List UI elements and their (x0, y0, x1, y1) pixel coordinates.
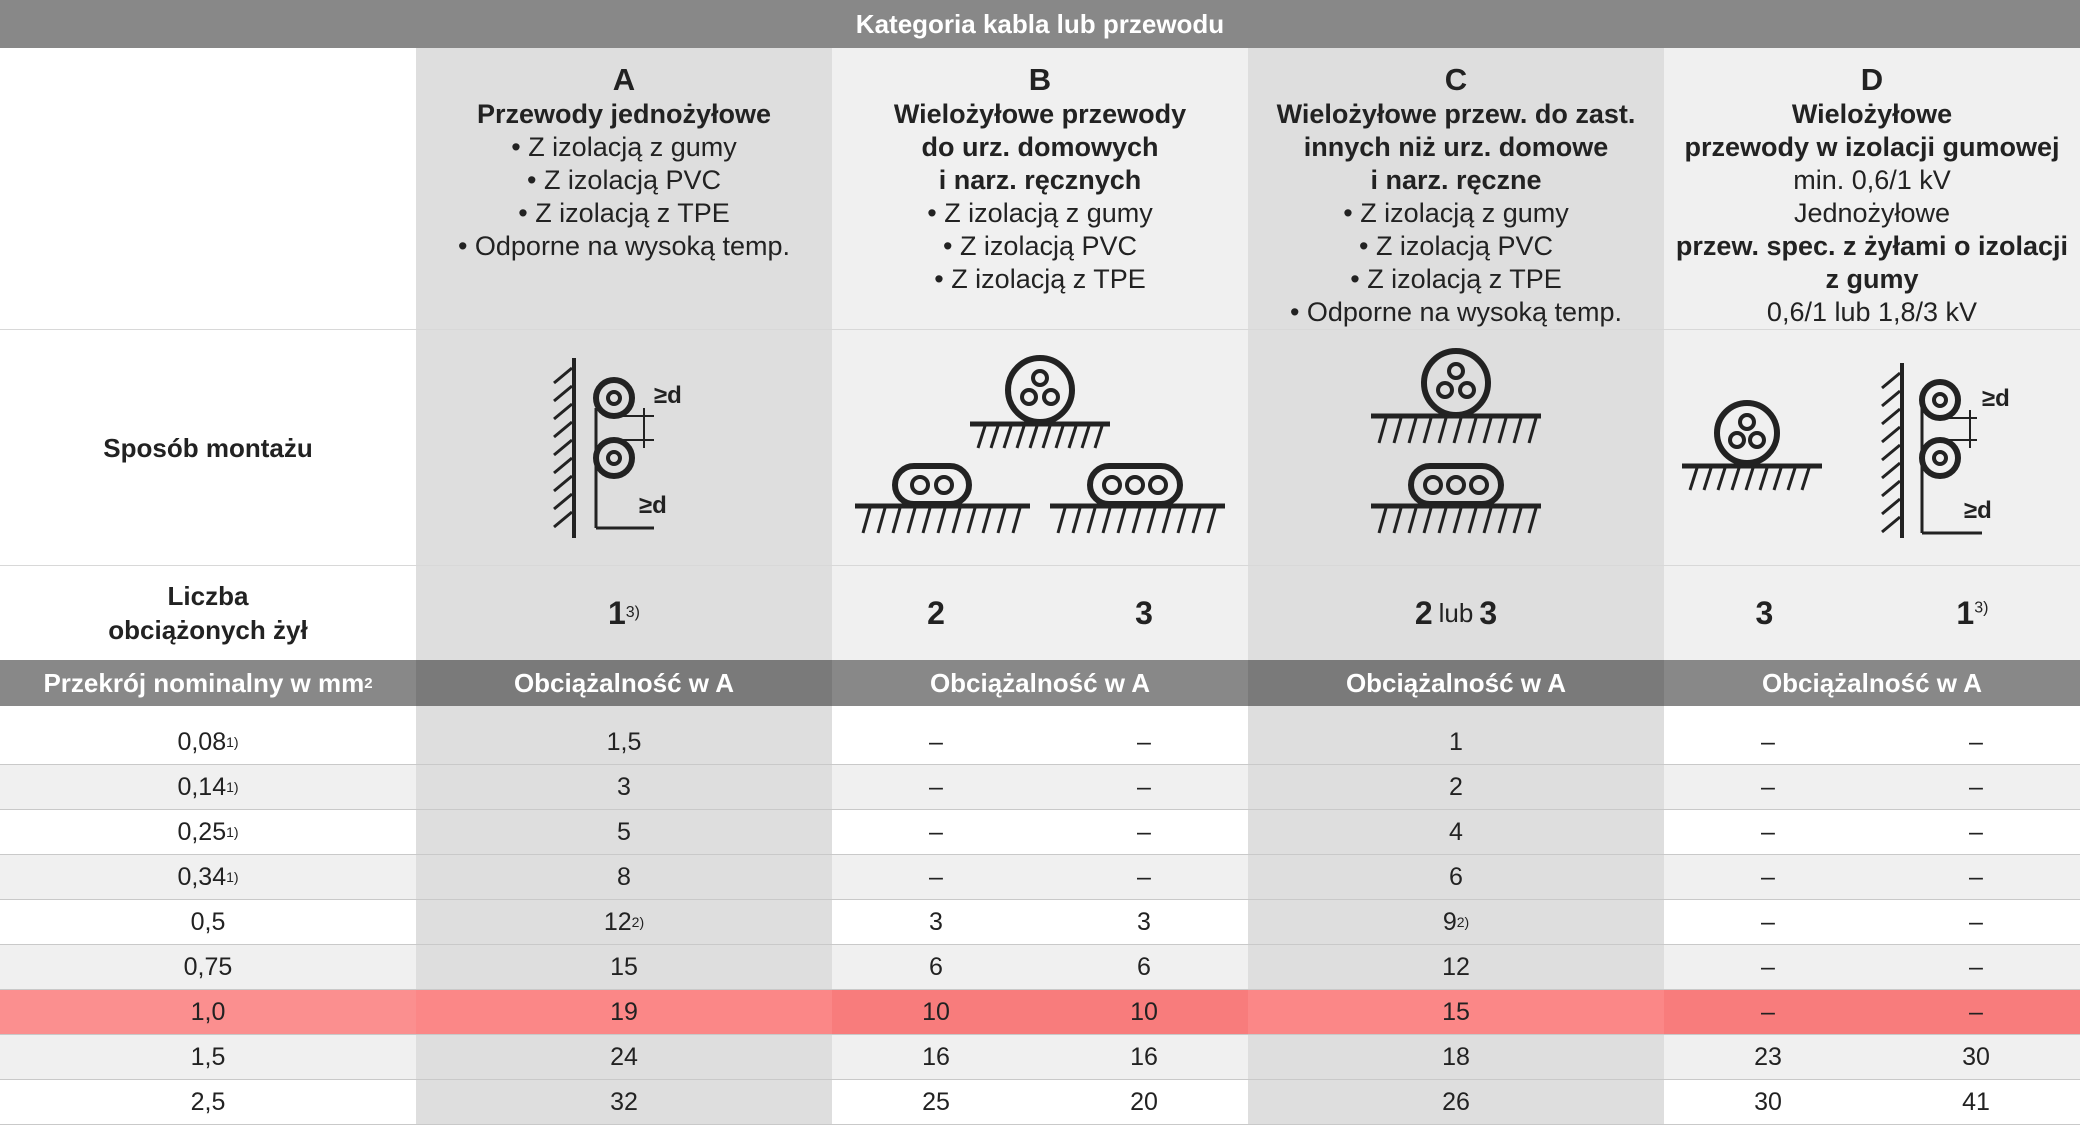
load-cell-c (1248, 1035, 1664, 1080)
cell-pair (1664, 998, 2080, 1027)
category-c-header (1248, 48, 1664, 330)
cell-value: – (1137, 772, 1151, 801)
cell-value: – (1761, 862, 1775, 891)
cell-value: 3 (1137, 907, 1151, 936)
cell-value: 26 (1442, 1087, 1470, 1116)
category-description-line: Jednożyłowe (1793, 198, 1951, 228)
surface-mount-icon (1346, 338, 1566, 558)
cell-value: 16 (922, 1042, 950, 1071)
core-count-value: 1 (1956, 594, 1975, 631)
core-count-a (416, 566, 832, 660)
load-cell-b (832, 900, 1248, 945)
load-header-b: Obciążalność w A (832, 660, 1248, 706)
table-row (0, 1035, 2080, 1080)
mixed-mount-icon (1672, 338, 2072, 558)
cell-pair (832, 908, 1248, 937)
category-description-line: do urz. domowych (921, 132, 1159, 162)
cell-value: 0,08 (177, 727, 227, 756)
category-b-header (832, 48, 1248, 330)
cell-pair (832, 1088, 1248, 1117)
spacing-label: ≥d (639, 491, 667, 519)
category-description-line: • Odporne na wysoką temp. (1289, 297, 1623, 327)
load-cell-b (832, 720, 1248, 765)
cell-value: 24 (610, 1042, 638, 1071)
cell-value: 15 (610, 952, 638, 981)
load-cell-a (416, 1035, 832, 1080)
load-cell-c (1248, 990, 1664, 1035)
cell-pair (1664, 818, 2080, 847)
category-letter: D (1860, 62, 1884, 97)
cell-value: 1,0 (190, 997, 226, 1026)
core-count-label-line2: obciążonych żył (108, 615, 308, 645)
cell-value: 16 (1130, 1042, 1158, 1071)
cell-value: 2 (1449, 772, 1463, 801)
cell-value: – (1761, 727, 1775, 756)
cell-value: – (1137, 727, 1151, 756)
core-count-b (832, 566, 1248, 660)
cell-pair (1664, 908, 2080, 937)
cross-section-cell (0, 945, 416, 990)
cell-pair (832, 998, 1248, 1027)
footnote-mark: 3) (625, 604, 641, 621)
mounting-c-diagram (1248, 330, 1664, 566)
load-cell-c (1248, 765, 1664, 810)
cell-pair (832, 863, 1248, 892)
category-description-line: • Z izolacją PVC (942, 231, 1137, 261)
spacing-label: ≥d (1982, 384, 2010, 412)
cell-value: – (1137, 862, 1151, 891)
core-count-value: 2 (927, 594, 945, 631)
load-cell-a (416, 810, 832, 855)
mounting-label: Sposób montażu (0, 330, 416, 566)
cell-pair (1664, 953, 2080, 982)
category-letter: B (1028, 62, 1052, 97)
load-cell-d (1664, 1035, 2080, 1080)
core-count-c (1248, 566, 1664, 660)
category-description-line: • Z izolacją z gumy (511, 132, 737, 162)
load-cell-b (832, 810, 1248, 855)
cross-section-cell (0, 855, 416, 900)
core-count-label-line1: Liczba (167, 581, 249, 611)
cell-value: – (1761, 907, 1775, 936)
core-count-value: 2 (1414, 594, 1433, 631)
cell-value: – (1969, 862, 1983, 891)
surface-mount-icon (840, 338, 1240, 558)
category-description-line: min. 0,6/1 kV (1793, 165, 1951, 195)
cell-value: 6 (1137, 952, 1151, 981)
cross-section-cell (0, 990, 416, 1035)
table-row (0, 810, 2080, 855)
cross-section-cell (0, 900, 416, 945)
category-description-line: Przewody jednożyłowe (476, 99, 772, 129)
footnote-mark: 2) (1456, 914, 1470, 930)
cell-value: – (929, 772, 943, 801)
category-description-line: innych niż urz. domowe (1303, 132, 1609, 162)
spacer-row (0, 706, 2080, 720)
load-cell-d (1664, 900, 2080, 945)
load-cell-d (1664, 855, 2080, 900)
cell-value: 32 (610, 1087, 638, 1116)
footnote-mark: 1) (226, 779, 239, 795)
category-letter: A (612, 62, 636, 97)
category-description-line: • Z izolacją z gumy (927, 198, 1153, 228)
cell-value: 25 (922, 1087, 950, 1116)
load-cell-b (832, 765, 1248, 810)
cell-value: – (1969, 727, 1983, 756)
cross-section-cell (0, 720, 416, 765)
footnote-mark: 1) (226, 734, 239, 750)
cell-value: 6 (929, 952, 943, 981)
cell-value: 3 (929, 907, 943, 936)
category-description-line: i narz. ręczne (1370, 165, 1542, 195)
load-cell-a (416, 765, 832, 810)
core-count-value: 3 (1135, 594, 1153, 631)
mounting-d-diagram (1664, 330, 2080, 566)
section-bar (0, 660, 2080, 706)
cell-value: 0,34 (177, 862, 227, 891)
table-row-highlighted (0, 990, 2080, 1035)
table-row (0, 765, 2080, 810)
cell-value: 12 (603, 907, 632, 936)
spacing-label: ≥d (654, 381, 682, 409)
cell-value: 8 (617, 862, 631, 891)
category-description-line: 0,6/1 lub 1,8/3 kV (1766, 297, 1978, 327)
mounting-row (0, 330, 2080, 566)
load-header-c: Obciążalność w A (1248, 660, 1664, 706)
wall-mount-icon (514, 348, 734, 548)
core-count-label (0, 566, 416, 660)
core-count-d (1664, 566, 2080, 660)
table-row (0, 900, 2080, 945)
load-cell-d (1664, 765, 2080, 810)
cell-value: 0,25 (177, 817, 227, 846)
load-header-d: Obciążalność w A (1664, 660, 2080, 706)
load-cell-a (416, 900, 832, 945)
cell-value: 30 (1754, 1087, 1782, 1116)
load-cell-c (1248, 720, 1664, 765)
spacing-label: ≥d (1964, 496, 1992, 524)
cell-pair (832, 818, 1248, 847)
mounting-a-diagram (416, 330, 832, 566)
cell-value: – (1969, 952, 1983, 981)
core-count-value: 1 (607, 594, 626, 631)
load-cell-b (832, 1080, 1248, 1125)
table-row (0, 855, 2080, 900)
cell-value: 3 (617, 772, 631, 801)
load-cell-d (1664, 945, 2080, 990)
cell-value: – (929, 817, 943, 846)
cross-section-cell (0, 765, 416, 810)
cell-pair (1664, 863, 2080, 892)
cell-value: 19 (610, 997, 638, 1026)
load-cell-a (416, 945, 832, 990)
cell-value: 18 (1442, 1042, 1470, 1071)
load-cell-c (1248, 810, 1664, 855)
cell-pair (832, 728, 1248, 757)
cell-value: 6 (1449, 862, 1463, 891)
load-cell-a (416, 855, 832, 900)
cross-section-header-text: Przekrój nominalny w mm (43, 667, 365, 698)
cell-value: 10 (922, 997, 950, 1026)
footnote-mark: 1) (226, 869, 239, 885)
cross-section-header (0, 660, 416, 706)
cell-value: 4 (1449, 817, 1463, 846)
cell-value: 2,5 (190, 1087, 226, 1116)
category-letter: C (1444, 62, 1468, 97)
load-cell-a (416, 720, 832, 765)
footnote-mark: 1) (226, 824, 239, 840)
core-count-row (0, 566, 2080, 660)
data-rows (0, 720, 2080, 1125)
core-count-value-with-note (1956, 595, 1988, 632)
cell-value: 23 (1754, 1042, 1782, 1071)
category-header-row (0, 48, 2080, 330)
cell-value: 0,5 (190, 907, 226, 936)
load-cell-b (832, 1035, 1248, 1080)
cell-value: – (1761, 817, 1775, 846)
load-cell-b (832, 855, 1248, 900)
category-description-line: przewody w izolacji gumowej (1684, 132, 2060, 162)
category-d-header (1664, 48, 2080, 330)
core-count-value: 3 (1479, 594, 1498, 631)
load-cell-c (1248, 1080, 1664, 1125)
cross-section-cell (0, 810, 416, 855)
footnote-mark: 2) (631, 914, 645, 930)
load-cell-d (1664, 1080, 2080, 1125)
load-cell-c (1248, 945, 1664, 990)
table-row (0, 945, 2080, 990)
cell-pair (832, 773, 1248, 802)
load-header-a: Obciążalność w A (416, 660, 832, 706)
category-description-line: • Z izolacją PVC (526, 165, 721, 195)
cell-pair (1664, 1088, 2080, 1117)
table-row (0, 1080, 2080, 1125)
load-cell-a (416, 990, 832, 1035)
load-cell-a (416, 1080, 832, 1125)
load-cell-d (1664, 990, 2080, 1035)
load-cell-b (832, 990, 1248, 1035)
cell-value: – (1761, 772, 1775, 801)
cross-section-cell (0, 1035, 416, 1080)
cell-value: 1 (1449, 727, 1463, 756)
cell-pair (1664, 1043, 2080, 1072)
load-cell-c (1248, 855, 1664, 900)
load-cell-b (832, 945, 1248, 990)
category-description-line: Wielożyłowe przew. do zast. (1276, 99, 1636, 129)
category-description-line: • Z izolacją z TPE (1350, 264, 1562, 294)
cell-value: 0,14 (177, 772, 227, 801)
category-description-line: • Odporne na wysoką temp. (457, 231, 791, 261)
cell-value: 30 (1962, 1042, 1990, 1071)
cell-value: 12 (1442, 952, 1470, 981)
category-a-header (416, 48, 832, 330)
header-empty-cell (0, 48, 416, 330)
category-description-line: • Z izolacją z TPE (934, 264, 1146, 294)
cell-value: 10 (1130, 997, 1158, 1026)
cell-value: 20 (1130, 1087, 1158, 1116)
cell-pair (832, 953, 1248, 982)
cell-value: – (929, 727, 943, 756)
category-description-line: i narz. ręcznych (938, 165, 1142, 195)
cell-value: 5 (617, 817, 631, 846)
cell-value: – (1761, 952, 1775, 981)
category-description-line: • Z izolacją PVC (1358, 231, 1553, 261)
cell-value: 9 (1442, 907, 1457, 936)
category-description-line: z gumy (1825, 264, 1919, 294)
cell-value: 15 (1442, 997, 1470, 1026)
load-cell-d (1664, 810, 2080, 855)
category-description-line: Wielożyłowe (1791, 99, 1953, 129)
category-description-line: • Z izolacją z gumy (1343, 198, 1569, 228)
category-description-line: przew. spec. z żyłami o izolacji (1675, 231, 2069, 261)
cell-pair (832, 1043, 1248, 1072)
cell-value: – (1761, 997, 1775, 1026)
table-title: Kategoria kabla lub przewodu (0, 0, 2080, 48)
load-cell-d (1664, 720, 2080, 765)
cross-section-cell (0, 1080, 416, 1125)
category-description-line: Wielożyłowe przewody (893, 99, 1187, 129)
cell-value: – (929, 862, 943, 891)
cell-value: 1,5 (606, 727, 642, 756)
core-count-value: 3 (1755, 594, 1774, 631)
cell-value: – (1969, 997, 1983, 1026)
table-row (0, 720, 2080, 765)
cell-value: – (1969, 907, 1983, 936)
footnote-mark: 3) (1974, 598, 1989, 616)
cell-value: 0,75 (183, 952, 233, 981)
unit-superscript: 2 (364, 674, 373, 692)
core-count-or: lub (1438, 597, 1474, 628)
cell-value: 41 (1962, 1087, 1990, 1116)
mounting-b-diagram (832, 330, 1248, 566)
cell-value: – (1969, 817, 1983, 846)
load-cell-c (1248, 900, 1664, 945)
cell-pair (1664, 773, 2080, 802)
category-description-line: • Z izolacją z TPE (518, 198, 730, 228)
cell-value: – (1137, 817, 1151, 846)
cell-pair (1664, 728, 2080, 757)
cell-value: 1,5 (190, 1042, 226, 1071)
cell-value: – (1969, 772, 1983, 801)
